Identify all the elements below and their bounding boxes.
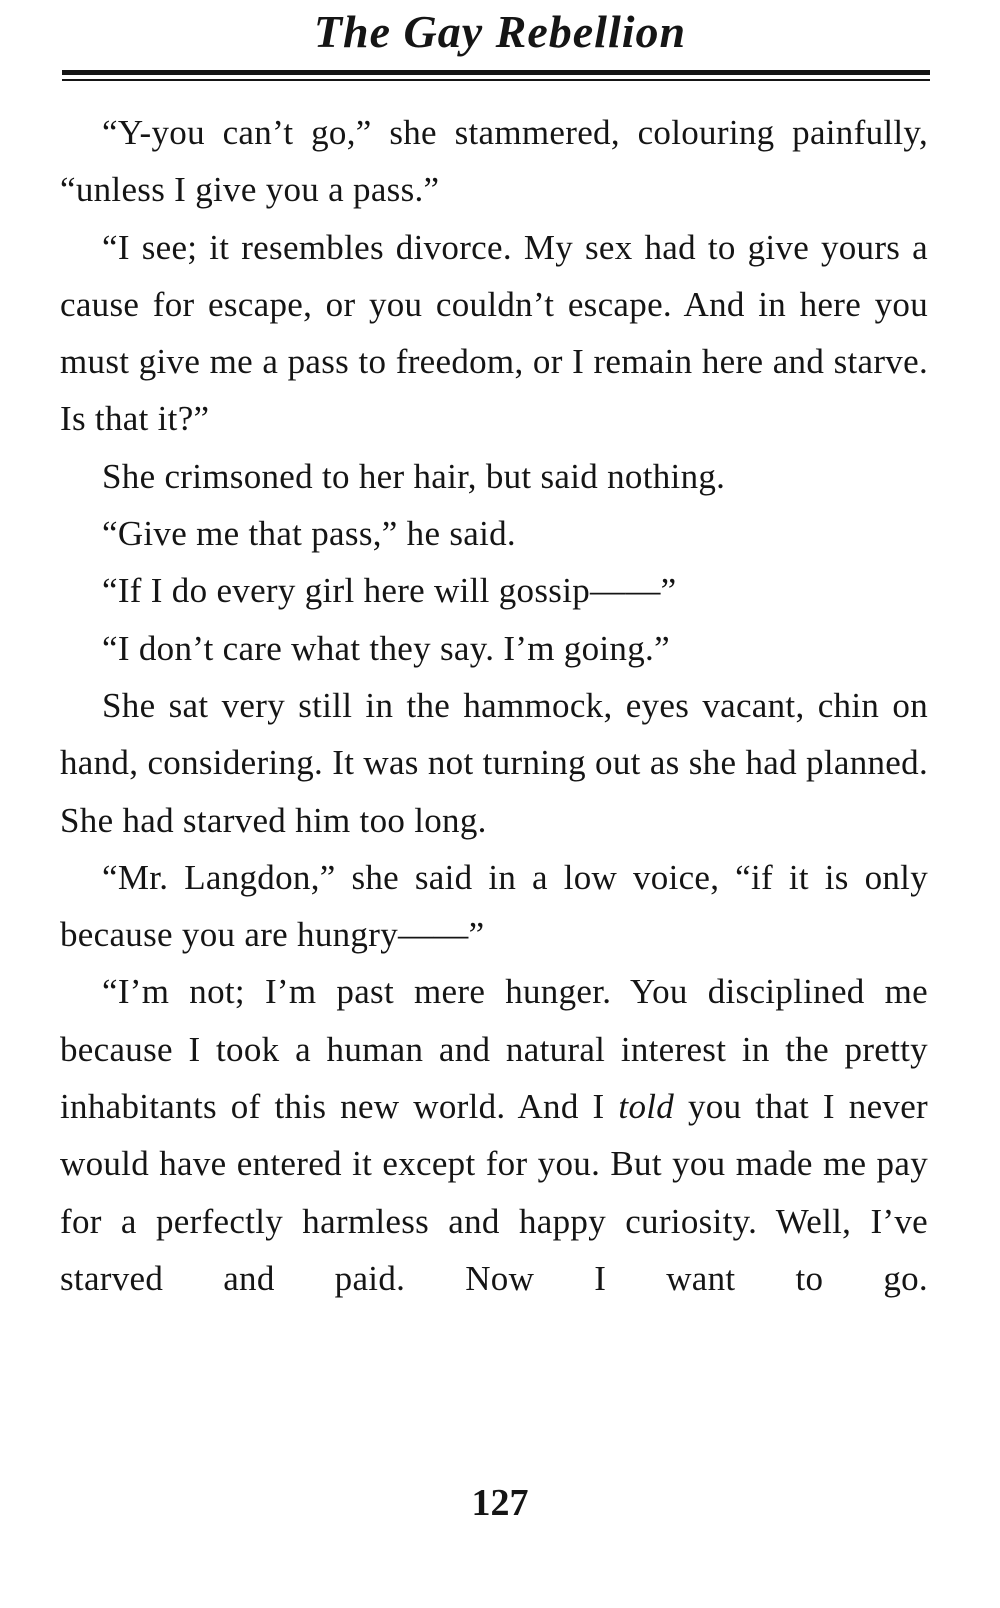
paragraph-4: “Give me that pass,” he said. bbox=[102, 514, 516, 554]
paragraph-3: She crimsoned to her hair, but said nothing. bbox=[102, 456, 726, 496]
paragraph-5: “If I do every girl here will gossip——” bbox=[102, 571, 677, 611]
body-text bbox=[60, 104, 928, 1307]
paragraph-2: “I see; it resembles divorce. My sex had to give yours a cause for escape, or you couldn’t escape. And in here you must give me a pass to freedom, or I remain here and starve. Is that it?” bbox=[60, 227, 928, 439]
paragraph-8: “Mr. Langdon,” she said in a low voice, “if it is only because you are hungry——” bbox=[60, 857, 928, 955]
paragraph-6: “I don’t care what they say. I’m going.” bbox=[102, 628, 670, 668]
running-head: The Gay Rebellion bbox=[313, 6, 687, 57]
paragraph-9-end: you that I never would have entered it except for you. But you made me pay for a perfectly harmless and happy curiosity. Well, I’ve starved and paid. Now I want to go. bbox=[60, 1087, 928, 1298]
header-rule-thin bbox=[62, 79, 930, 81]
paragraph-9 bbox=[60, 963, 928, 1307]
paragraph-1: “Y-you can’t go,” she stammered, colouring painfully, “unless I give you a pass.” bbox=[60, 113, 928, 210]
page-number: 127 bbox=[471, 1482, 529, 1524]
header-rule-thick bbox=[62, 70, 930, 75]
paragraph-9-emphasis: told bbox=[618, 1087, 675, 1127]
paragraph-7: She sat very still in the hammock, eyes vacant, chin on hand, considering. It was not turning out as she had planned. She had starved him too long. bbox=[60, 685, 928, 840]
paragraph-9-start: “I’m not; I’m past mere hunger. You disciplined me because I took a human and natural interest in the pretty inhabitants of this new world. And I bbox=[60, 972, 928, 1127]
